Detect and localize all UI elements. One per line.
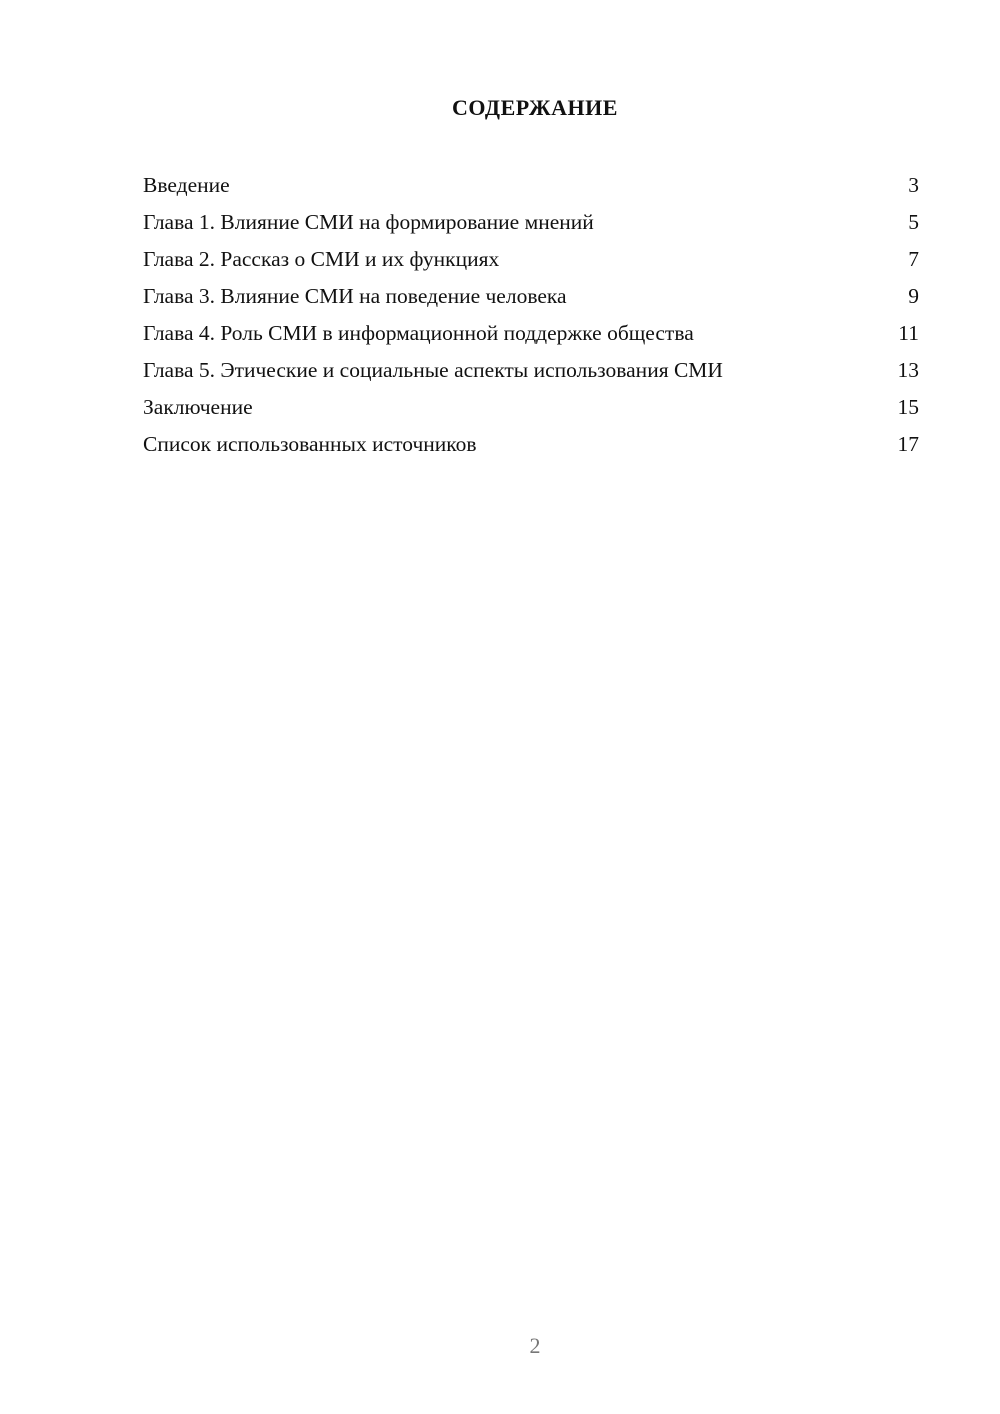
toc-entry-label: Список использованных источников <box>143 432 477 456</box>
toc-entry-page: 9 <box>908 284 919 308</box>
toc-entry-page: 3 <box>908 173 919 197</box>
toc-entry-page: 15 <box>897 395 919 419</box>
toc-entry-chapter-3 <box>143 281 919 318</box>
toc-entry-page: 7 <box>908 247 919 271</box>
toc-entry-label: Глава 4. Роль СМИ в информационной поддержке общества <box>143 321 694 345</box>
toc-entry-page: 5 <box>908 210 919 234</box>
page-title: СОДЕРЖАНИЕ <box>452 95 618 120</box>
table-of-contents <box>143 170 919 466</box>
page-number: 2 <box>529 1333 541 1358</box>
toc-entry-chapter-1 <box>143 207 919 244</box>
toc-entry-page: 11 <box>898 321 919 345</box>
toc-entry-introduction <box>143 170 919 207</box>
toc-entry-chapter-5 <box>143 355 919 392</box>
toc-entry-label: Заключение <box>143 395 253 419</box>
toc-entry-chapter-2 <box>143 244 919 281</box>
toc-entry-page: 17 <box>897 432 919 456</box>
toc-entry-label: Глава 1. Влияние СМИ на формирование мнений <box>143 210 594 234</box>
toc-entry-references <box>143 429 919 466</box>
toc-entry-chapter-4 <box>143 318 919 355</box>
toc-entry-label: Введение <box>143 173 230 197</box>
toc-entry-label: Глава 5. Этические и социальные аспекты использования СМИ <box>143 358 723 382</box>
toc-entry-page: 13 <box>897 358 919 382</box>
toc-entry-conclusion <box>143 392 919 429</box>
toc-entry-label: Глава 3. Влияние СМИ на поведение человека <box>143 284 567 308</box>
toc-entry-label: Глава 2. Рассказ о СМИ и их функциях <box>143 247 500 271</box>
